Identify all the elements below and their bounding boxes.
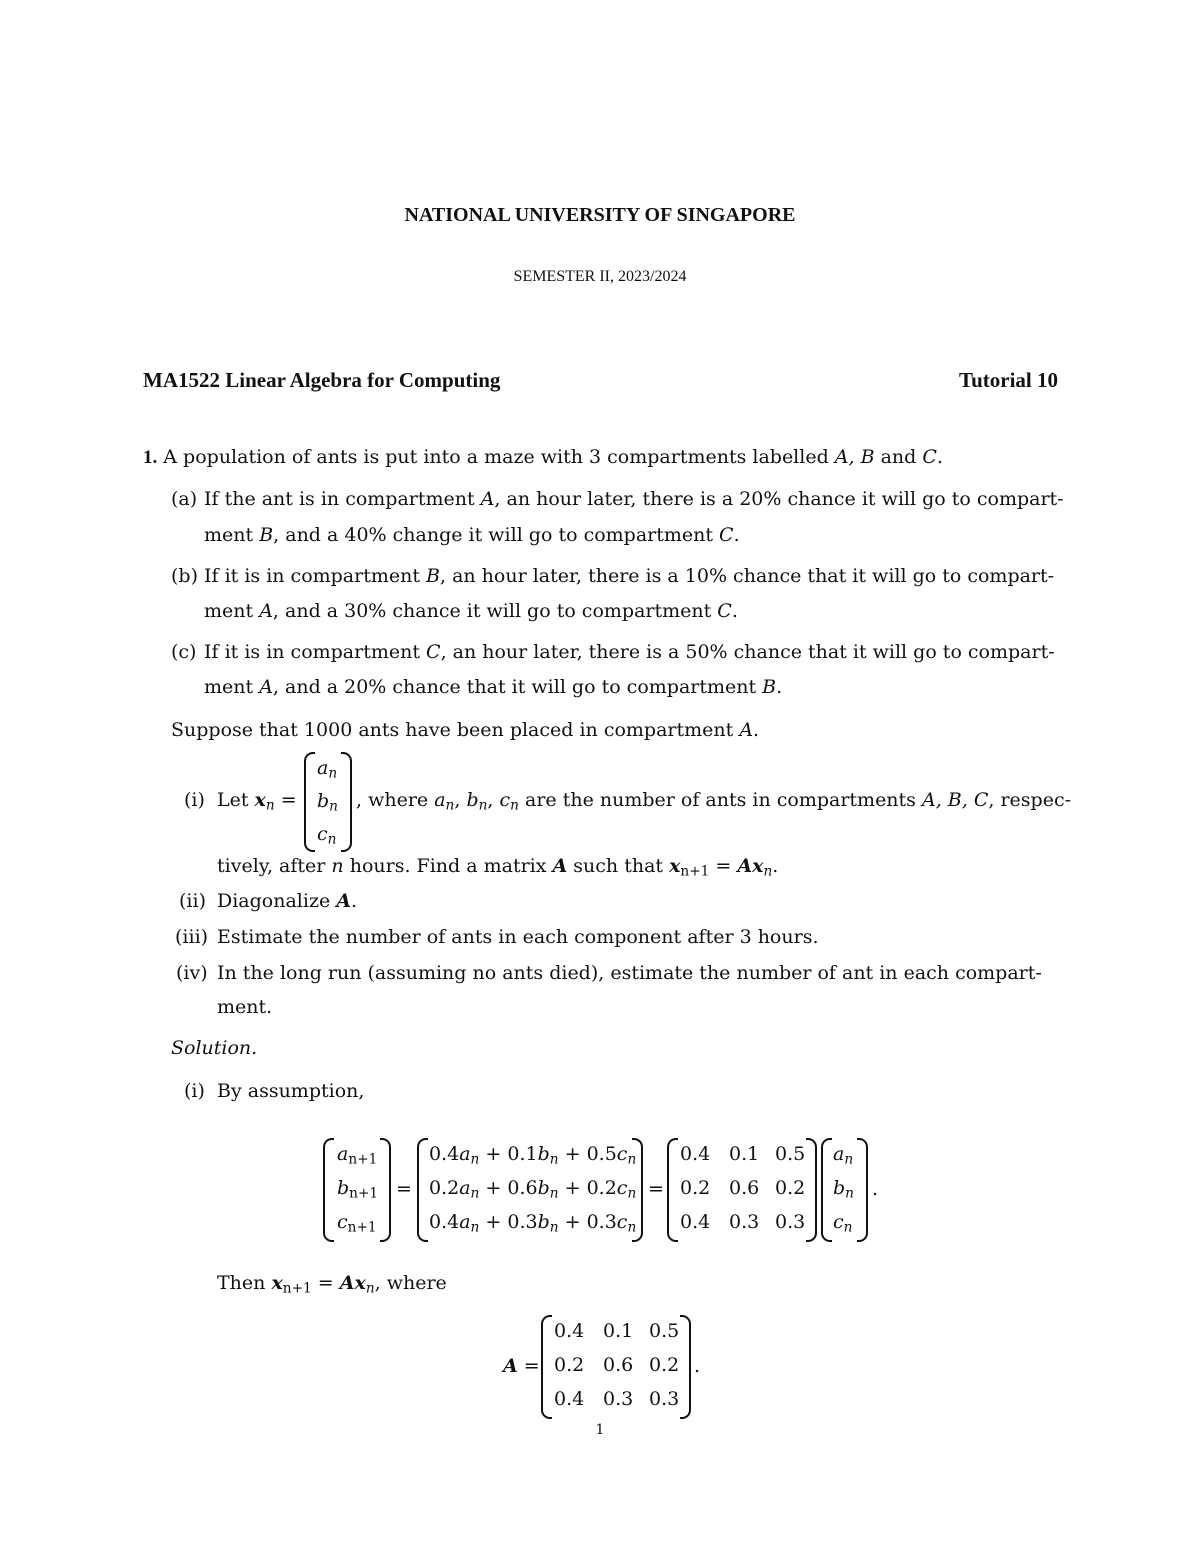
part-b-line2: ment A, and a 30% chance it will go to compartment C. xyxy=(204,600,738,622)
matrix-cell: 0.3 xyxy=(649,1388,680,1410)
matrix-cell: 0.2 xyxy=(649,1354,680,1376)
then-line: Then $x_{n+1} = Ax_n$, where xyxy=(217,1272,447,1297)
rhs-entry-a: $a_n$ xyxy=(833,1143,854,1168)
question-1-intro: 1. A population of ants is put into a maze with 3 compartments labelled A, B and C. xyxy=(143,446,943,468)
lhs-entry-b: $b_{n+1}$ xyxy=(337,1177,379,1202)
matrix-cell: 0.2 xyxy=(680,1177,711,1199)
middle-row-3: $0.4a_n + 0.3b_n + 0.3c_n$ xyxy=(429,1211,637,1236)
rhs-entry-b: $b_n$ xyxy=(833,1177,854,1202)
rhs-vector xyxy=(821,1138,868,1242)
matrix-cell: 0.4 xyxy=(680,1143,711,1165)
middle-row-1: $0.4a_n + 0.1b_n + 0.5c_n$ xyxy=(429,1143,637,1168)
lhs-entry-a: $a_{n+1}$ xyxy=(337,1143,378,1168)
solution-heading: Solution. xyxy=(171,1037,258,1059)
matrix-cell: 0.5 xyxy=(775,1143,806,1165)
part-a-line2: ment B, and a 40% change it will go to compartment C. xyxy=(204,524,740,546)
solution-i-text: By assumption, xyxy=(217,1080,365,1102)
right-paren xyxy=(380,1138,391,1242)
vector-entry-a: $a_n$ xyxy=(317,757,338,782)
matrix-cell: 0.2 xyxy=(775,1177,806,1199)
matrix-A xyxy=(541,1315,691,1419)
matrix-cell: 0.3 xyxy=(729,1211,760,1233)
left-paren xyxy=(323,1138,334,1242)
matrix-cell: 0.4 xyxy=(554,1388,585,1410)
right-paren xyxy=(857,1138,868,1242)
part-c-line2: ment A, and a 20% chance that it will go to compartment B. xyxy=(204,676,783,698)
matrix-cell: 0.2 xyxy=(554,1354,585,1376)
matrix-cell: 0.5 xyxy=(649,1320,680,1342)
matrix-cell: 0.4 xyxy=(554,1320,585,1342)
course-title: MA1522 Linear Algebra for Computing xyxy=(143,368,501,392)
left-paren xyxy=(417,1138,428,1242)
left-paren xyxy=(667,1138,678,1242)
matrix-cell: 0.1 xyxy=(729,1143,760,1165)
matrix-cell: 0.4 xyxy=(680,1211,711,1233)
equals-sign-1: = xyxy=(396,1178,412,1200)
equation-period: . xyxy=(872,1178,879,1200)
rhs-entry-c: $c_n$ xyxy=(833,1211,853,1236)
part-b-line1: If it is in compartment B, an hour later, there is a 10% chance that it will go to compart- xyxy=(204,565,1055,587)
lhs-entry-c: $c_{n+1}$ xyxy=(337,1211,377,1236)
left-paren xyxy=(541,1315,552,1419)
lhs-vector xyxy=(323,1138,391,1242)
semester-line: SEMESTER II, 2023/2024 xyxy=(513,268,687,285)
part-i-text: , where $a_n$, $b_n$, $c_n$ are the number of ants in compartments A, B, C, respec- xyxy=(356,789,1071,814)
solution-i-label: (i) xyxy=(184,1080,205,1102)
part-iv-line2: ment. xyxy=(217,996,273,1018)
vector-entry-b: $b_n$ xyxy=(317,790,338,815)
coefficient-matrix xyxy=(667,1138,817,1242)
part-c-label: (c) xyxy=(171,641,197,663)
matrix-A-label: A = xyxy=(503,1355,540,1377)
part-i-let: Let $x_n$ = xyxy=(217,789,297,814)
equals-sign-2: = xyxy=(648,1178,664,1200)
part-iii-label: (iii) xyxy=(175,926,209,948)
middle-vector xyxy=(417,1138,643,1242)
part-iv-line1: In the long run (assuming no ants died), estimate the number of ant in each compart- xyxy=(217,962,1042,984)
part-c-line1: If it is in compartment C, an hour later, there is a 50% chance that it will go to compart- xyxy=(204,641,1055,663)
left-paren xyxy=(821,1138,832,1242)
matrix-cell: 0.3 xyxy=(775,1211,806,1233)
part-iii-text: Estimate the number of ants in each component after 3 hours. xyxy=(217,926,819,948)
part-ii-text: Diagonalize A. xyxy=(217,890,358,912)
part-b-label: (b) xyxy=(171,565,198,587)
middle-row-2: $0.2a_n + 0.6b_n + 0.2c_n$ xyxy=(429,1177,637,1202)
part-ii-label: (ii) xyxy=(179,890,206,912)
part-a-label: (a) xyxy=(171,488,198,510)
right-paren xyxy=(341,752,352,852)
right-paren xyxy=(806,1138,817,1242)
vector-xn xyxy=(304,752,352,852)
matrix-cell: 0.1 xyxy=(603,1320,634,1342)
right-paren xyxy=(680,1315,691,1419)
tutorial-number: Tutorial 10 xyxy=(959,368,1058,392)
matrix-cell: 0.6 xyxy=(603,1354,634,1376)
part-iv-label: (iv) xyxy=(176,962,208,984)
university-title: NATIONAL UNIVERSITY OF SINGAPORE xyxy=(404,204,796,226)
matrix-cell: 0.6 xyxy=(729,1177,760,1199)
page-number: 1 xyxy=(595,1422,605,1438)
left-paren xyxy=(304,752,315,852)
vector-entry-c: $c_n$ xyxy=(317,823,337,848)
part-a-line1: If the ant is in compartment A, an hour later, there is a 20% chance it will go to compart- xyxy=(204,488,1064,510)
part-i-label: (i) xyxy=(184,789,205,811)
suppose-line: Suppose that 1000 ants have been placed in compartment A. xyxy=(171,719,760,741)
matrix-A-period: . xyxy=(694,1355,701,1377)
part-i-line2: tively, after n hours. Find a matrix A such that $x_{n+1} = Ax_n$. xyxy=(217,855,779,880)
matrix-cell: 0.3 xyxy=(603,1388,634,1410)
